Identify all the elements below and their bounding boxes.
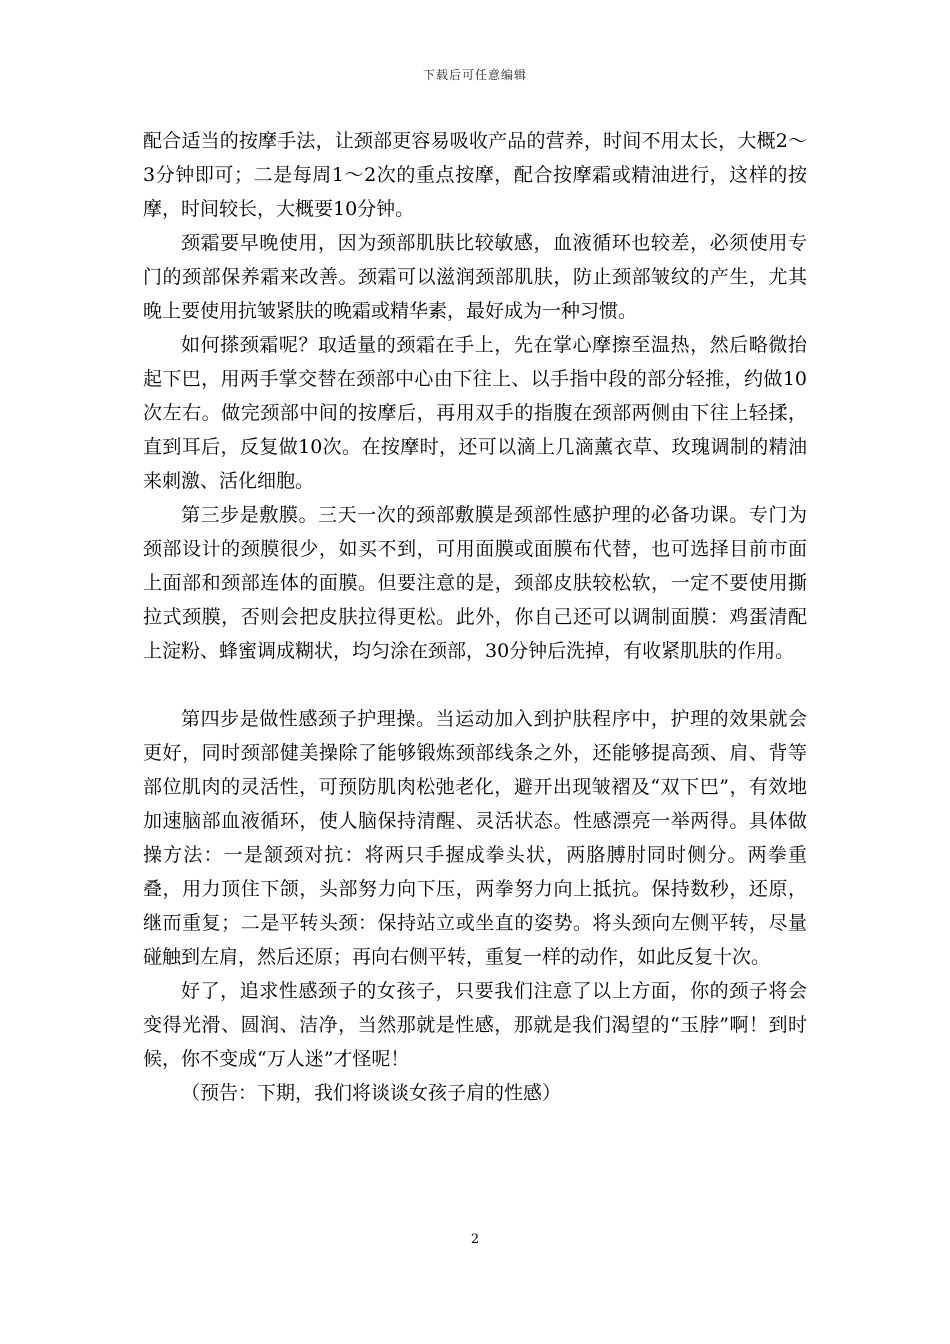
paragraph-step-three: 第三步是敷膜。三天一次的颈部敷膜是颈部性感护理的必备功课。专门为颈部设计的颈膜很少，如买不到，可用面膜或面膜布代替，也可选择目前市面上面部和颈部连体的面膜。但要注意的是，颈部皮肤较松软，一定不要使用撕拉式颈膜，否则会把皮肤拉得更松。此外，你自己还可以调制面膜：鸡蛋清配上淀粉、蜂蜜调成糊状，均匀涂在颈部，30分钟后洗掉，有收紧肌肤的作用。 <box>143 504 807 662</box>
document-body <box>143 124 807 1110</box>
paragraph-preview: （预告：下期，我们将谈谈女孩子肩的性感） <box>181 1082 562 1104</box>
paragraph-step-four: 第四步是做性感颈子护理操。当运动加入到护肤程序中，护理的效果就会更好，同时颈部健美操除了能够锻炼颈部线条之外，还能够提高颈、肩、背等部位肌肉的灵活性，可预防肌肉松弛老化，避开出现皱褶及“双下巴”，有效地加速脑部血液循环，使人脑保持清醒、灵活状态。性感漂亮一举两得。具体做操方法：一是颔颈对抗：将两只手握成拳头状，两胳膊肘同时侧分。两拳重叠，用力顶住下颌，头部努力向下压，两拳努力向上抵抗。保持数秒，还原，继而重复；二是平转头颈：保持站立或坐直的姿势。将头颈向左侧平转，尽量碰触到左肩，然后还原；再向右侧平转，重复一样的动作，如此反复十次。 <box>143 708 807 968</box>
page-number: 2 <box>470 1232 480 1247</box>
page-header: 下载后可任意编辑 <box>422 68 527 82</box>
paragraph-continued: 配合适当的按摩手法，让颈部更容易吸收产品的营养，时间不用太长，大概2～3分钟即可；二是每周1～2次的重点按摩，配合按摩霜或精油进行，这样的按摩，时间较长，大概要10分钟。 <box>143 130 807 220</box>
paragraph-conclusion: 好了，追求性感颈子的女孩子，只要我们注意了以上方面，你的颈子将会变得光滑、圆润、洁净，当然那就是性感，那就是我们渴望的“玉脖”啊！到时候，你不变成“万人迷”才怪呢！ <box>143 980 807 1070</box>
paragraph-how-to-apply: 如何搽颈霜呢？取适量的颈霜在手上，先在掌心摩擦至温热，然后略微抬起下巴，用两手掌交替在颈部中心由下往上、以手指中段的部分轻推，约做10次左右。做完颈部中间的按摩后，再用双手的指腹在颈部两侧由下往上轻揉，直到耳后，反复做10次。在按摩时，还可以滴上几滴薰衣草、玫瑰调制的精油来刺激、活化细胞。 <box>143 334 807 492</box>
paragraph-neck-cream: 颈霜要早晚使用，因为颈部肌肤比较敏感，血液循环也较差，必须使用专门的颈部保养霜来改善。颈霜可以滋润颈部肌肤，防止颈部皱纹的产生，尤其晚上要使用抗皱紧肤的晚霜或精华素，最好成为一种习惯。 <box>143 232 807 322</box>
